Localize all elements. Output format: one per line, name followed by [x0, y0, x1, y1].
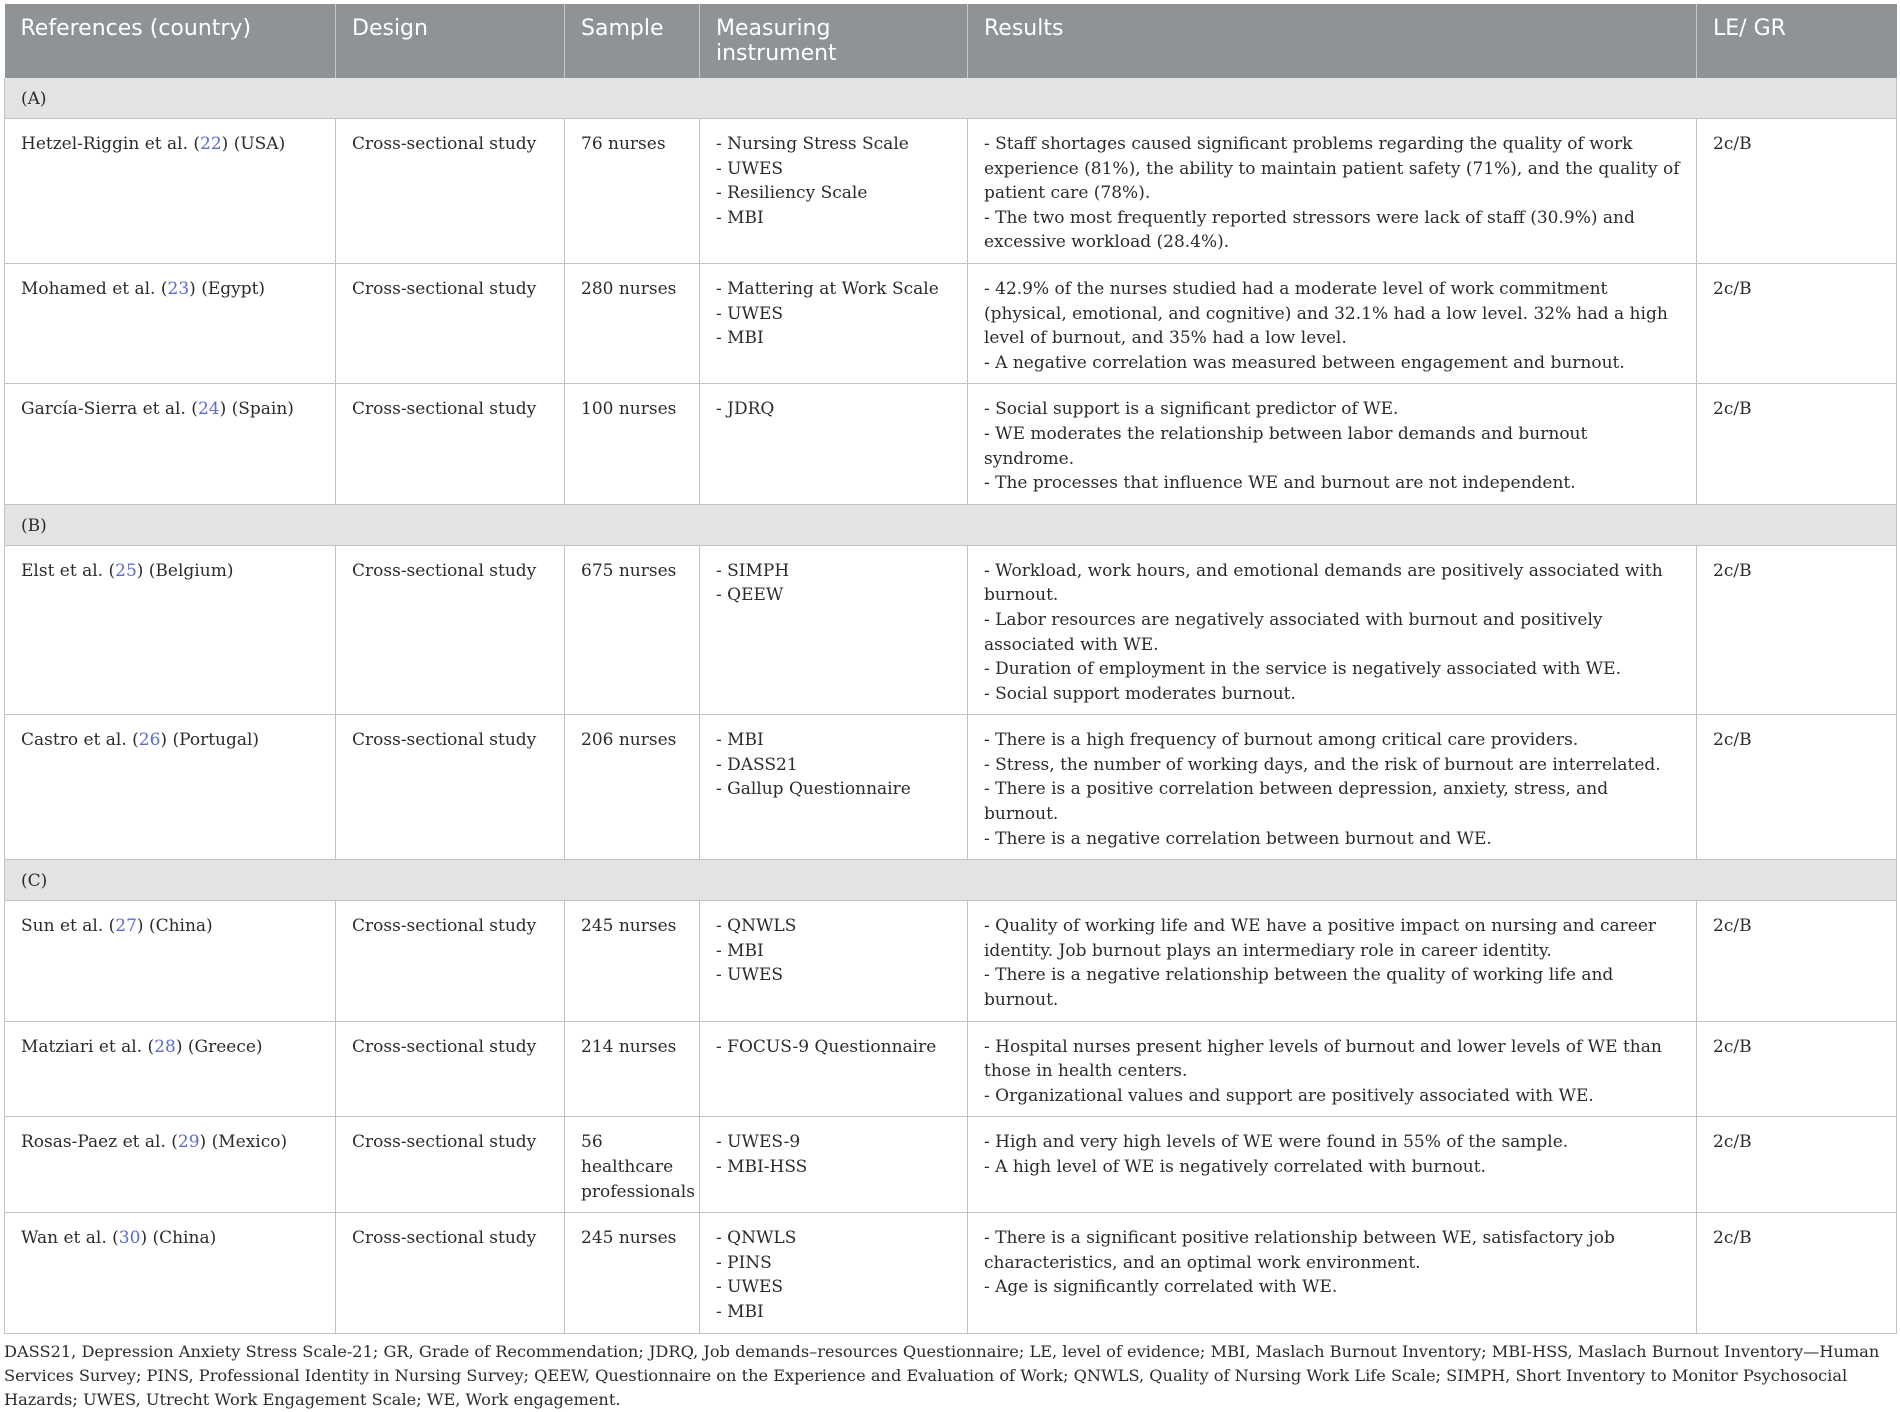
results-cell [968, 119, 1697, 264]
sample-cell: 56 healthcare professionals [565, 1117, 700, 1213]
sample-cell: 214 nurses [565, 1021, 700, 1117]
citation-link[interactable]: 28 [154, 1036, 176, 1057]
country-text: ) (USA) [221, 134, 286, 154]
instrument-item: - MBI [716, 730, 764, 751]
instrument-item: - QNWLS [716, 1228, 797, 1249]
result-item: - Organizational values and support are positively associated with WE. [984, 1085, 1594, 1106]
le-gr-cell: 2c/B [1697, 263, 1897, 383]
result-item: - There is a negative correlation between burnout and WE. [984, 828, 1492, 849]
reference-cell [5, 1021, 336, 1117]
result-item: - Duration of employment in the service is negatively associated with WE. [984, 659, 1621, 680]
result-item: - Quality of working life and WE have a positive impact on nursing and career identity. Job burnout plays an intermediary role in career identity. [984, 916, 1657, 961]
le-gr-cell: 2c/B [1697, 901, 1897, 1021]
table-row [5, 545, 1897, 715]
table-row [5, 1213, 1897, 1333]
instrument-item: - DASS21 [716, 754, 798, 775]
instrument-item: - QEEW [716, 585, 784, 606]
instrument-item: - Resiliency Scale [716, 183, 868, 204]
table-row [5, 384, 1897, 504]
results-cell [968, 384, 1697, 504]
section-label: (B) [5, 504, 1897, 545]
citation-link[interactable]: 27 [115, 916, 137, 937]
section-label: (A) [5, 78, 1897, 119]
instrument-item: - JDRQ [716, 399, 775, 420]
result-item: - Hospital nurses present higher levels of burnout and lower levels of WE than those in health centers. [984, 1036, 1662, 1082]
table-row [5, 715, 1897, 860]
reference-cell [5, 545, 336, 715]
results-cell [968, 545, 1697, 715]
instrument-item: - UWES [716, 303, 784, 324]
design-cell: Cross-sectional study [336, 263, 565, 383]
section-label: (C) [5, 860, 1897, 901]
instrument-item: - UWES-9 [716, 1132, 801, 1153]
header-row [5, 4, 1897, 78]
le-gr-cell: 2c/B [1697, 545, 1897, 715]
result-item: - There is a significant positive relationship between WE, satisfactory job characteristics, and an optimal work environment. [984, 1228, 1615, 1273]
instrument-item: - Mattering at Work Scale [716, 278, 939, 299]
result-item: - There is a high frequency of burnout among critical care providers. [984, 730, 1579, 751]
sample-cell: 206 nurses [565, 715, 700, 860]
instrument-cell [700, 384, 968, 504]
instrument-item: - UWES [716, 965, 784, 986]
reference-cell [5, 1213, 336, 1333]
result-item: - There is a negative relationship between the quality of working life and burnout. [984, 965, 1614, 1011]
instrument-item: - Gallup Questionnaire [716, 779, 911, 800]
section-row [5, 78, 1897, 119]
author-text: Castro et al. ( [21, 730, 139, 751]
design-cell: Cross-sectional study [336, 1021, 565, 1117]
instrument-item: - MBI-HSS [716, 1157, 808, 1177]
header-results: Results [968, 4, 1697, 78]
sample-cell: 100 nurses [565, 384, 700, 504]
author-text: Mohamed et al. ( [21, 278, 168, 299]
reference-cell [5, 715, 336, 860]
design-cell: Cross-sectional study [336, 901, 565, 1021]
section-row [5, 504, 1897, 545]
sample-cell: 675 nurses [565, 545, 700, 715]
result-item: - Workload, work hours, and emotional demands are positively associated with burnout. [984, 560, 1663, 606]
country-text: ) (Mexico) [199, 1132, 288, 1153]
result-item: - The processes that influence WE and burnout are not independent. [984, 473, 1576, 494]
design-cell: Cross-sectional study [336, 119, 565, 264]
author-text: Hetzel-Riggin et al. ( [21, 134, 201, 154]
author-text: Rosas-Paez et al. ( [21, 1132, 178, 1153]
table-row [5, 901, 1897, 1021]
design-cell: Cross-sectional study [336, 1213, 565, 1333]
reference-cell [5, 384, 336, 504]
instrument-cell [700, 1213, 968, 1333]
instrument-cell [700, 119, 968, 264]
result-item: - A high level of WE is negatively correlated with burnout. [984, 1157, 1486, 1177]
table-row [5, 119, 1897, 264]
citation-link[interactable]: 24 [197, 399, 220, 420]
instrument-item: - Nursing Stress Scale [716, 134, 909, 154]
country-text: ) (Belgium) [136, 560, 234, 581]
header-le-gr: LE/ GR [1697, 4, 1897, 78]
country-text: ) (Egypt) [189, 278, 266, 299]
instrument-item: - MBI [716, 207, 764, 228]
result-item: - There is a positive correlation between depression, anxiety, stress, and burnout. [984, 779, 1609, 825]
le-gr-cell: 2c/B [1697, 715, 1897, 860]
table-row [5, 1021, 1897, 1117]
instrument-cell [700, 1021, 968, 1117]
instrument-cell [700, 263, 968, 383]
citation-link[interactable]: 26 [138, 730, 161, 751]
instrument-cell [700, 1117, 968, 1213]
table-body [5, 78, 1897, 1333]
instrument-item: - UWES [716, 1277, 784, 1298]
results-cell [968, 1117, 1697, 1213]
results-cell [968, 715, 1697, 860]
design-cell: Cross-sectional study [336, 545, 565, 715]
sample-cell: 280 nurses [565, 263, 700, 383]
citation-link[interactable]: 30 [118, 1228, 141, 1249]
instrument-item: - SIMPH [716, 560, 790, 581]
results-cell [968, 1021, 1697, 1117]
citation-link[interactable]: 22 [200, 134, 222, 154]
instrument-item: - MBI [716, 1301, 764, 1322]
citation-link[interactable]: 23 [167, 278, 190, 299]
result-item: - Staff shortages caused significant problems regarding the quality of work experience (81%), the ability to maintain patient safety (71%), and the quality of patient care (78%). [984, 134, 1680, 204]
country-text: ) (Spain) [219, 399, 294, 420]
country-text: ) (Greece) [175, 1036, 263, 1057]
table-footnote: DASS21, Depression Anxiety Stress Scale-21; GR, Grade of Recommendation; JDRQ, Job demands–resources Questionnaire; LE, level of evidence; MBI, Maslach Burnout Inventory; MBI-HSS, Maslach Burnout Inventory—Human Services Survey; PINS, Professional Identity in Nursing Survey; QEEW, Questionnaire on the Experience and Evaluation of Work; QNWLS, Quality of Nursing Work Life Scale; SIMPH, Short Inventory to Monitor Psychosocial Hazards; UWES, Utrecht Work Engagement Scale; WE, Work engagement. [4, 1341, 1880, 1409]
design-cell: Cross-sectional study [336, 1117, 565, 1213]
section-row [5, 860, 1897, 901]
author-text: Wan et al. ( [21, 1228, 119, 1249]
sample-cell: 245 nurses [565, 1213, 700, 1333]
country-text: ) (China) [136, 916, 213, 937]
instrument-cell [700, 715, 968, 860]
instrument-item: - MBI [716, 940, 764, 961]
studies-table [4, 4, 1897, 1334]
country-text: ) (China) [140, 1228, 217, 1249]
author-text: Elst et al. ( [21, 560, 116, 581]
le-gr-cell: 2c/B [1697, 1213, 1897, 1333]
author-text: Sun et al. ( [21, 916, 116, 937]
table-wrapper [4, 4, 1896, 1412]
country-text: ) (Portugal) [160, 730, 260, 751]
instrument-item: - UWES [716, 158, 784, 179]
instrument-item: - QNWLS [716, 916, 797, 937]
sample-cell: 76 nurses [565, 119, 700, 264]
results-cell [968, 263, 1697, 383]
sample-cell: 245 nurses [565, 901, 700, 1021]
le-gr-cell: 2c/B [1697, 384, 1897, 504]
table-row [5, 263, 1897, 383]
design-cell: Cross-sectional study [336, 384, 565, 504]
reference-cell [5, 263, 336, 383]
result-item: - Labor resources are negatively associated with burnout and positively associated with WE. [984, 609, 1603, 655]
results-cell [968, 1213, 1697, 1333]
instrument-cell [700, 901, 968, 1021]
header-sample: Sample [565, 4, 700, 78]
result-item: - Age is significantly correlated with WE. [984, 1277, 1338, 1298]
results-cell [968, 901, 1697, 1021]
reference-cell [5, 1117, 336, 1213]
citation-link[interactable]: 25 [115, 560, 137, 581]
instrument-item: - PINS [716, 1252, 772, 1273]
result-item: - 42.9% of the nurses studied had a moderate level of work commitment (physical, emotional, and cognitive) and 32.1% had a low level. 32% had a high level of burnout, and 35% had a low level. [984, 278, 1668, 349]
result-item: - High and very high levels of WE were found in 55% of the sample. [984, 1132, 1569, 1153]
result-item: - A negative correlation was measured between engagement and burnout. [984, 352, 1625, 373]
result-item: - The two most frequently reported stressors were lack of staff (30.9%) and excessive workload (28.4%). [984, 207, 1635, 253]
author-text: García-Sierra et al. ( [21, 399, 198, 420]
reference-cell [5, 119, 336, 264]
result-item: - Social support moderates burnout. [984, 683, 1296, 704]
citation-link[interactable]: 29 [177, 1132, 200, 1153]
author-text: Matziari et al. ( [21, 1036, 155, 1057]
result-item: - Stress, the number of working days, and the risk of burnout are interrelated. [984, 754, 1661, 775]
le-gr-cell: 2c/B [1697, 1021, 1897, 1117]
header-references: References (country) [5, 4, 336, 78]
header-design: Design [336, 4, 565, 78]
le-gr-cell: 2c/B [1697, 1117, 1897, 1213]
result-item: - Social support is a significant predictor of WE. [984, 399, 1399, 420]
table-row [5, 1117, 1897, 1213]
le-gr-cell: 2c/B [1697, 119, 1897, 264]
instrument-item: - MBI [716, 328, 764, 349]
design-cell: Cross-sectional study [336, 715, 565, 860]
header-measuring-instrument: Measuring instrument [700, 4, 968, 78]
result-item: - WE moderates the relationship between labor demands and burnout syndrome. [984, 423, 1588, 469]
instrument-item: - FOCUS-9 Questionnaire [716, 1036, 937, 1057]
instrument-cell [700, 545, 968, 715]
reference-cell [5, 901, 336, 1021]
